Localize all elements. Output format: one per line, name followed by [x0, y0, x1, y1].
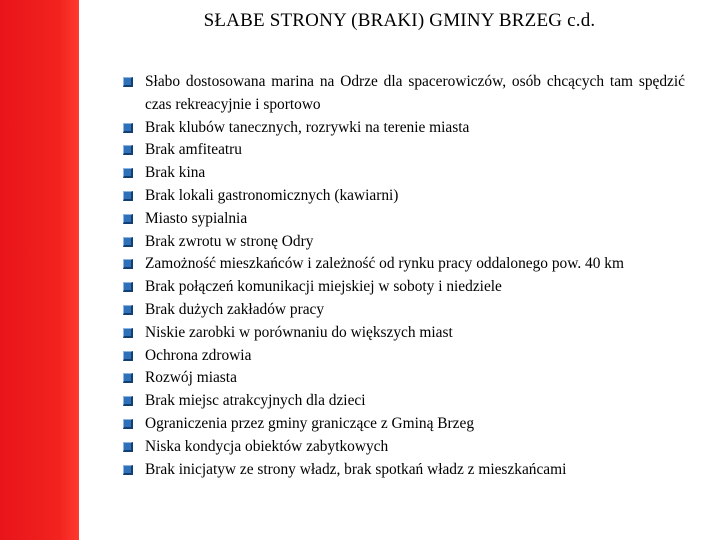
bullet-text: Brak lokali gastronomicznych (kawiarni) [145, 186, 399, 204]
bullet-text: Brak inicjatyw ze strony władz, brak spotkań władz z mieszkańcami [145, 460, 567, 478]
list-item [123, 253, 685, 276]
list-item [123, 459, 685, 482]
bullet-text: Rozwój miasta [145, 369, 237, 387]
bullet-text: Niska kondycja obiektów zabytkowych [145, 437, 389, 455]
bullet-list [123, 71, 685, 481]
bullet-text: Brak miejsc atrakcyjnych dla dzieci [145, 392, 366, 410]
square-bullet-icon [123, 442, 133, 452]
list-item [123, 139, 685, 162]
square-bullet-icon [123, 373, 133, 383]
list-item [123, 276, 685, 299]
bullet-text: Brak klubów tanecznych, rozrywki na terenie miasta [145, 118, 470, 136]
list-item [123, 390, 685, 413]
list-item [123, 117, 685, 140]
list-item [123, 367, 685, 390]
bullet-text: Brak zwrotu w stronę Odry [145, 232, 314, 250]
list-item [123, 71, 685, 117]
slide-title: SŁABE STRONY (BRAKI) GMINY BRZEG c.d. [203, 10, 596, 31]
list-item [123, 185, 685, 208]
square-bullet-icon [123, 191, 133, 201]
square-bullet-icon [123, 351, 133, 361]
bullet-text: Zamożność mieszkańców i zależność od rynku pracy oddalonego pow. 40 km [145, 255, 624, 273]
square-bullet-icon [123, 77, 133, 87]
list-item [123, 322, 685, 345]
square-bullet-icon [123, 214, 133, 224]
bullet-text: Niskie zarobki w porównaniu do większych miast [145, 323, 453, 341]
square-bullet-icon [123, 123, 133, 133]
list-item [123, 162, 685, 185]
square-bullet-icon [123, 305, 133, 315]
bullet-text: Brak dużych zakładów pracy [145, 300, 325, 318]
bullet-text: Ograniczenia przez gminy graniczące z Gminą Brzeg [145, 414, 475, 432]
square-bullet-icon [123, 419, 133, 429]
bullet-text: Ochrona zdrowia [145, 346, 252, 364]
bullet-text: Brak połączeń komunikacji miejskiej w soboty i niedziele [145, 278, 502, 296]
square-bullet-icon [123, 328, 133, 338]
square-bullet-icon [123, 237, 133, 247]
bullet-text: Brak amfiteatru [145, 141, 243, 159]
bullet-text: Brak kina [145, 164, 206, 182]
square-bullet-icon [123, 259, 133, 269]
list-item [123, 299, 685, 322]
list-item [123, 413, 685, 436]
list-item [123, 345, 685, 368]
square-bullet-icon [123, 145, 133, 155]
bullet-text: Miasto sypialnia [145, 209, 248, 227]
left-accent-stripe [0, 0, 79, 540]
square-bullet-icon [123, 168, 133, 178]
bullet-text: Słabo dostosowana marina na Odrze dla spacerowiczów, osób chcących tam spędzić czas rekreacyjnie i sportowo [145, 73, 685, 113]
square-bullet-icon [123, 396, 133, 406]
list-item [123, 231, 685, 254]
list-item [123, 208, 685, 231]
square-bullet-icon [123, 282, 133, 292]
square-bullet-icon [123, 465, 133, 475]
list-item [123, 436, 685, 459]
